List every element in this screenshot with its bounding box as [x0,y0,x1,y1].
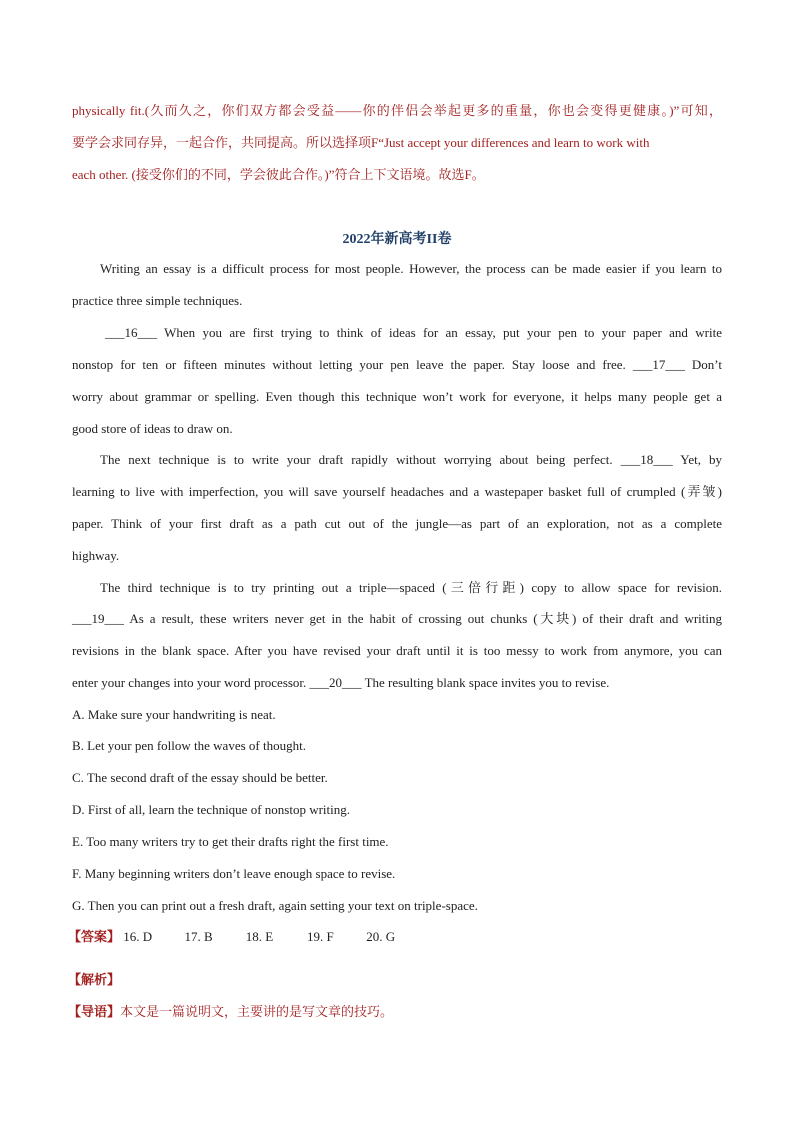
passage-line: Writing an essay is a difficult process for most people. However, the process can be made easier if you learn to [100,261,722,276]
passage-line: highway. [72,548,120,563]
answer-19: 19. F [307,929,334,944]
passage-line: good store of ideas to draw on. [72,421,233,436]
passage-line: ___16___ When you are first trying to think of ideas for an essay, put your pen to your paper and write [105,325,722,340]
section-title: 2022年新高考II卷 [342,232,452,247]
option-f: F. Many beginning writers don’t leave enough space to revise. [72,866,396,881]
analysis-label: 【解析】 [68,972,121,987]
answer-16: 16. D [123,929,153,944]
guide-text: 本文是一篇说明文，主要讲的是写文章的技巧。 [120,1004,394,1019]
passage-line: paper. Think of your first draft as a path cut out of the jungle—as part of an exploration, not as a complete [72,516,722,531]
passage-line: learning to live with imperfection, you will save yourself headaches and a wastepaper basket full of crumpled (弄皱) [72,484,722,499]
answer-17: 17. B [184,929,213,944]
option-c: C. The second draft of the essay should be better. [72,770,328,785]
analysis-line-1: physically fit.(久而久之，你们双方都会受益——你的伴侣会举起更多的重量，你也会变得更健康。)”可知， [72,103,722,118]
analysis-line-3: each other. (接受你们的不同，学会彼此合作。)”符合上下文语境。故选F。 [72,167,485,182]
analysis-line-2: 要学会求同存异，一起合作，共同提高。所以选择项F“Just accept your differences and learn to work with [72,135,650,150]
option-g: G. Then you can print out a fresh draft, again setting your text on triple-space. [72,898,478,913]
answer-row [68,927,422,947]
option-b: B. Let your pen follow the waves of thought. [72,738,306,753]
answer-18: 18. E [245,929,274,944]
guide-label: 【导语】 [68,1004,121,1019]
option-e: E. Too many writers try to get their drafts right the first time. [72,834,389,849]
passage-line: ___19___ As a result, these writers never get in the habit of crossing out chunks (大块) of their draft and writing [72,611,722,626]
option-d: D. First of all, learn the technique of nonstop writing. [72,802,351,817]
answer-20: 20. G [366,929,396,944]
guide-row [68,1002,393,1022]
passage-line: The third technique is to try printing out a triple—spaced (三倍行距) copy to allow space for revision. [100,580,722,595]
passage-line: nonstop for ten or fifteen minutes without letting your pen leave the paper. Stay loose and free. ___17___ Don’t [72,357,722,372]
passage-line: worry about grammar or spelling. Even though this technique won’t work for everyone, it helps many people get a [72,389,722,404]
passage-line: enter your changes into your word processor. ___20___ The resulting blank space invites you to revise. [72,675,610,690]
answer-label: 【答案】 [68,929,121,944]
option-a: A. Make sure your handwriting is neat. [72,707,276,722]
passage-line: The next technique is to write your draft rapidly without worrying about being perfect. ___18___ Yet, by [100,452,722,467]
passage-line: practice three simple techniques. [72,293,243,308]
passage-line: revisions in the blank space. After you have revised your draft until it is too messy to work from anymore, you can [72,643,722,658]
